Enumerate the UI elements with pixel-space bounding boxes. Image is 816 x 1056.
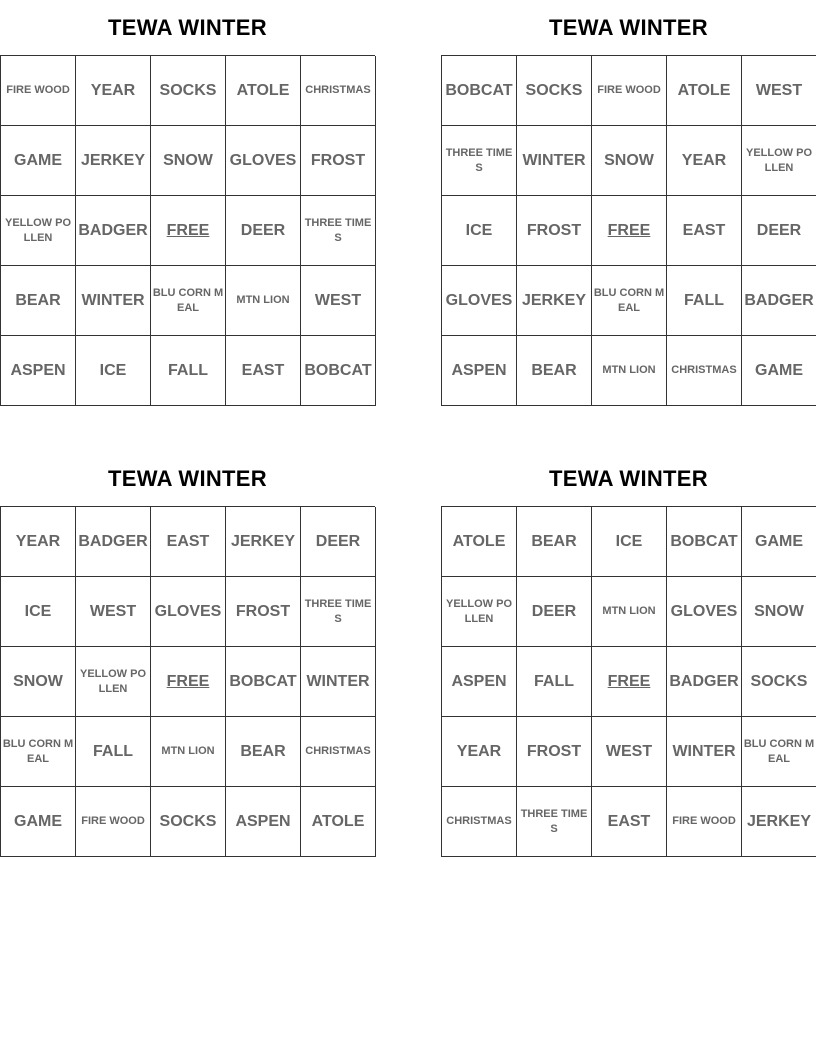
bingo-cell-label: BEAR <box>531 533 577 550</box>
bingo-cell <box>667 787 742 857</box>
bingo-cell <box>301 787 376 857</box>
bingo-cell <box>592 126 667 196</box>
bingo-cell-label: ASPEN <box>451 673 507 690</box>
bingo-cell-label: SNOW <box>163 152 213 169</box>
bingo-cell <box>592 787 667 857</box>
bingo-cell-label: THREE TIMES <box>304 216 372 244</box>
bingo-cell-label: YELLOW POLLEN <box>80 667 146 695</box>
bingo-cell-label: FROST <box>526 222 582 239</box>
bingo-cell <box>301 56 376 126</box>
bingo-cell <box>76 647 151 717</box>
bingo-cell-label: BADGER <box>744 292 814 309</box>
free-space-cell <box>592 196 667 266</box>
bingo-cell-label: SOCKS <box>159 82 217 99</box>
bingo-card-2 <box>441 0 816 406</box>
bingo-cell <box>442 577 517 647</box>
bingo-cell-label: THREE TIMES <box>520 807 588 835</box>
bingo-cell <box>1 126 76 196</box>
bingo-cell-label: BADGER <box>669 673 739 690</box>
bingo-cell-label: YEAR <box>456 743 502 760</box>
bingo-cell-label: SOCKS <box>159 813 217 830</box>
bingo-cell-label: JERKEY <box>80 152 146 169</box>
bingo-cell <box>667 56 742 126</box>
bingo-grid <box>0 55 375 406</box>
bingo-cell <box>1 717 76 787</box>
bingo-cell <box>76 266 151 336</box>
bingo-cell-label: BOBCAT <box>670 533 738 550</box>
bingo-cell <box>517 507 592 577</box>
bingo-cell <box>76 196 151 266</box>
bingo-cell <box>442 126 517 196</box>
card-title: TEWA WINTER <box>549 466 708 491</box>
bingo-cell-label: CHRISTMAS <box>671 364 737 376</box>
bingo-cell <box>592 717 667 787</box>
bingo-cell <box>742 717 816 787</box>
bingo-cell-label: DEER <box>315 533 361 550</box>
bingo-cell-label: FROST <box>235 603 291 620</box>
bingo-cell <box>742 577 816 647</box>
bingo-cell-label: ASPEN <box>235 813 291 830</box>
bingo-cell-label: WINTER <box>522 152 586 169</box>
bingo-cell <box>517 266 592 336</box>
bingo-cell <box>1 266 76 336</box>
bingo-cell-label: GLOVES <box>154 603 222 620</box>
bingo-cell-label: FALL <box>168 362 208 379</box>
free-space-cell <box>151 647 226 717</box>
bingo-cell <box>742 507 816 577</box>
bingo-cell <box>226 787 301 857</box>
bingo-cell-label: FREE <box>607 673 651 690</box>
bingo-cell-label: ICE <box>615 533 643 550</box>
bingo-cell-label: JERKEY <box>521 292 587 309</box>
bingo-cell-label: ASPEN <box>451 362 507 379</box>
bingo-cell <box>151 56 226 126</box>
bingo-cell-label: FREE <box>607 222 651 239</box>
bingo-cell-label: BEAR <box>15 292 61 309</box>
bingo-cell-label: CHRISTMAS <box>305 84 371 96</box>
bingo-cell <box>301 196 376 266</box>
bingo-cell <box>517 126 592 196</box>
bingo-cell-label: BADGER <box>78 533 148 550</box>
bingo-cell-label: FIRE WOOD <box>81 815 145 827</box>
bingo-cell <box>151 787 226 857</box>
bingo-cell <box>226 266 301 336</box>
bingo-cell-label: FIRE WOOD <box>6 84 70 96</box>
card-title: TEWA WINTER <box>108 15 267 40</box>
bingo-cell <box>301 647 376 717</box>
bingo-cell <box>76 126 151 196</box>
bingo-cell-label: FALL <box>93 743 133 760</box>
bingo-cell-label: FALL <box>534 673 574 690</box>
bingo-cell-label: YELLOW POLLEN <box>5 216 71 244</box>
bingo-cell <box>1 787 76 857</box>
bingo-cell <box>442 336 517 406</box>
bingo-cell <box>742 196 816 266</box>
bingo-cell <box>667 196 742 266</box>
bingo-cell-label: BOBCAT <box>304 362 372 379</box>
bingo-cell-label: ICE <box>99 362 127 379</box>
bingo-cell-label: ICE <box>24 603 52 620</box>
bingo-cell-label: CHRISTMAS <box>446 815 512 827</box>
bingo-card-1 <box>0 0 375 406</box>
bingo-cell-label: EAST <box>682 222 726 239</box>
bingo-cell <box>742 266 816 336</box>
bingo-cell <box>76 577 151 647</box>
bingo-cell <box>301 336 376 406</box>
bingo-cell <box>226 647 301 717</box>
bingo-cell-label: FROST <box>526 743 582 760</box>
bingo-cell <box>442 266 517 336</box>
bingo-cell-label: DEER <box>240 222 286 239</box>
bingo-cell <box>301 126 376 196</box>
bingo-grid <box>0 506 375 857</box>
bingo-cell <box>592 577 667 647</box>
bingo-cell-label: FREE <box>166 222 210 239</box>
bingo-cell <box>517 336 592 406</box>
bingo-cell-label: YELLOW POLLEN <box>446 597 512 625</box>
bingo-cell <box>151 717 226 787</box>
bingo-cell <box>517 196 592 266</box>
bingo-cell <box>667 577 742 647</box>
bingo-cell-label: GLOVES <box>229 152 297 169</box>
bingo-cell <box>1 577 76 647</box>
bingo-cell-label: BOBCAT <box>229 673 297 690</box>
bingo-cell <box>442 647 517 717</box>
bingo-cell <box>442 787 517 857</box>
free-space-cell <box>151 196 226 266</box>
bingo-cell <box>592 266 667 336</box>
bingo-cell-label: SOCKS <box>750 673 808 690</box>
bingo-cell-label: MTN LION <box>602 364 656 376</box>
bingo-cell-label: ATOLE <box>311 813 365 830</box>
bingo-card-4 <box>441 451 816 857</box>
bingo-cell-label: WINTER <box>81 292 145 309</box>
bingo-cell-label: DEER <box>756 222 802 239</box>
bingo-cell-label: GAME <box>14 152 62 169</box>
bingo-cell-label: ATOLE <box>236 82 290 99</box>
bingo-cell-label: MTN LION <box>602 605 656 617</box>
bingo-cell-label: FIRE WOOD <box>672 815 736 827</box>
bingo-grid <box>441 55 816 406</box>
bingo-cell <box>667 336 742 406</box>
bingo-cell-label: GAME <box>755 362 803 379</box>
bingo-cell-label: MTN LION <box>161 745 215 757</box>
bingo-cell <box>592 336 667 406</box>
bingo-cell <box>301 717 376 787</box>
bingo-cell <box>592 56 667 126</box>
bingo-cell-label: WINTER <box>306 673 370 690</box>
bingo-cell-label: BLU CORN MEAL <box>593 286 665 314</box>
bingo-cell-label: YEAR <box>681 152 727 169</box>
bingo-cell <box>742 647 816 717</box>
bingo-cell <box>76 56 151 126</box>
bingo-cell <box>667 126 742 196</box>
bingo-cell <box>151 577 226 647</box>
bingo-cell <box>76 787 151 857</box>
bingo-cell-label: WEST <box>755 82 803 99</box>
card-title: TEWA WINTER <box>108 466 267 491</box>
bingo-cell-label: FALL <box>684 292 724 309</box>
bingo-cell <box>517 787 592 857</box>
bingo-cell-label: EAST <box>166 533 210 550</box>
bingo-cell <box>151 336 226 406</box>
bingo-cell-label: GAME <box>14 813 62 830</box>
bingo-cell <box>226 717 301 787</box>
bingo-cell <box>1 507 76 577</box>
bingo-cell-label: BLU CORN MEAL <box>152 286 224 314</box>
bingo-cell-label: WEST <box>89 603 137 620</box>
bingo-cell <box>301 507 376 577</box>
bingo-cell-label: ATOLE <box>452 533 506 550</box>
bingo-cell-label: JERKEY <box>746 813 812 830</box>
bingo-cell <box>742 787 816 857</box>
bingo-cell-label: FIRE WOOD <box>597 84 661 96</box>
bingo-cell-label: ATOLE <box>677 82 731 99</box>
bingo-cell <box>301 577 376 647</box>
bingo-cell-label: BEAR <box>240 743 286 760</box>
bingo-cell-label: JERKEY <box>230 533 296 550</box>
bingo-cell <box>667 717 742 787</box>
bingo-cell <box>1 647 76 717</box>
free-space-cell <box>592 647 667 717</box>
bingo-cell-label: DEER <box>531 603 577 620</box>
bingo-cell <box>667 266 742 336</box>
bingo-cell-label: BEAR <box>531 362 577 379</box>
bingo-cell <box>151 126 226 196</box>
bingo-cell-label: ASPEN <box>10 362 66 379</box>
card-title: TEWA WINTER <box>549 15 708 40</box>
bingo-cell-label: FREE <box>166 673 210 690</box>
bingo-cell <box>76 507 151 577</box>
bingo-cell-label: THREE TIMES <box>445 146 513 174</box>
bingo-cell <box>742 126 816 196</box>
bingo-cell-label: EAST <box>241 362 285 379</box>
bingo-cell-label: WEST <box>605 743 653 760</box>
bingo-cell <box>742 56 816 126</box>
bingo-cell-label: YEAR <box>90 82 136 99</box>
bingo-cell-label: CHRISTMAS <box>305 745 371 757</box>
bingo-cell-label: YELLOW POLLEN <box>746 146 812 174</box>
bingo-cell <box>517 717 592 787</box>
bingo-cell-label: THREE TIMES <box>304 597 372 625</box>
bingo-cell-label: GAME <box>755 533 803 550</box>
bingo-cell <box>517 647 592 717</box>
bingo-cell-label: ICE <box>465 222 493 239</box>
bingo-cell-label: YEAR <box>15 533 61 550</box>
bingo-cell <box>76 336 151 406</box>
bingo-cell <box>442 56 517 126</box>
bingo-cell-label: FROST <box>310 152 366 169</box>
bingo-cell <box>517 577 592 647</box>
bingo-cell-label: WINTER <box>672 743 736 760</box>
bingo-cell <box>76 717 151 787</box>
bingo-cell <box>667 507 742 577</box>
bingo-cell <box>301 266 376 336</box>
bingo-cell <box>442 196 517 266</box>
bingo-cell <box>226 336 301 406</box>
bingo-cell <box>592 507 667 577</box>
bingo-cell-label: GLOVES <box>670 603 738 620</box>
bingo-cell-label: BLU CORN MEAL <box>2 737 74 765</box>
bingo-cell <box>742 336 816 406</box>
bingo-cell-label: GLOVES <box>445 292 513 309</box>
bingo-cell <box>1 336 76 406</box>
bingo-cell-label: SNOW <box>754 603 804 620</box>
bingo-cell <box>226 196 301 266</box>
bingo-card-3 <box>0 451 375 857</box>
bingo-cell-label: BOBCAT <box>445 82 513 99</box>
bingo-cell <box>226 126 301 196</box>
bingo-cell-label: SNOW <box>13 673 63 690</box>
bingo-cell <box>1 56 76 126</box>
bingo-cell <box>442 507 517 577</box>
bingo-cell <box>1 196 76 266</box>
bingo-cell <box>151 266 226 336</box>
bingo-cell-label: SOCKS <box>525 82 583 99</box>
bingo-cell-label: EAST <box>607 813 651 830</box>
bingo-cell <box>226 577 301 647</box>
bingo-cell <box>151 507 226 577</box>
bingo-cell-label: WEST <box>314 292 362 309</box>
bingo-cell <box>517 56 592 126</box>
bingo-cell <box>226 507 301 577</box>
bingo-cell-label: BLU CORN MEAL <box>743 737 815 765</box>
bingo-grid <box>441 506 816 857</box>
bingo-cell-label: MTN LION <box>236 294 290 306</box>
bingo-cell-label: SNOW <box>604 152 654 169</box>
bingo-cell <box>667 647 742 717</box>
bingo-cell-label: BADGER <box>78 222 148 239</box>
bingo-cell <box>226 56 301 126</box>
bingo-cell <box>442 717 517 787</box>
